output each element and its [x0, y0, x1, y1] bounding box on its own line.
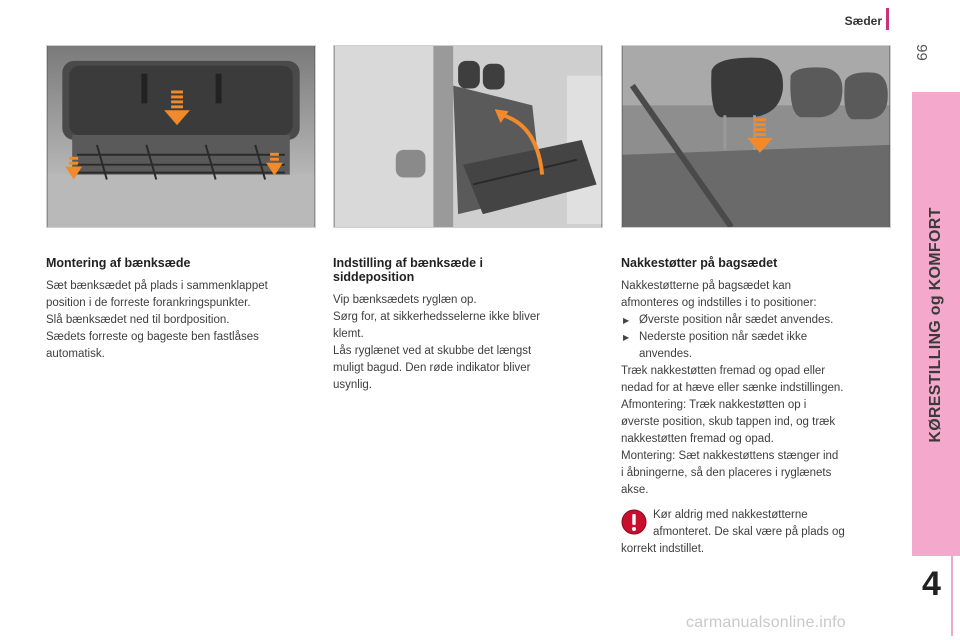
warning-line: Kør aldrig med nakkestøtterne — [653, 509, 808, 521]
body-line: Sæt bænksædet på plads i sammenklappet — [46, 280, 268, 292]
bench-seat-mounting-photo — [46, 45, 316, 228]
list-item-text: Øverste position når sædet anvendes. — [639, 314, 834, 326]
body-line: muligt bagud. Den røde indikator bliver — [333, 362, 531, 374]
body-line: akse. — [621, 484, 649, 496]
body-line: Sørg for, at sikkerhedsselerne ikke bliver — [333, 311, 541, 323]
body-line: Afmontering: Træk nakkestøtten op i — [621, 399, 807, 411]
warning-line: afmonteret. De skal være på plads og — [653, 526, 845, 538]
rear-headrests-section — [621, 256, 891, 499]
header-accent-bar — [886, 8, 889, 30]
body-line: Lås ryglænet ved at skubbe det længst — [333, 345, 532, 357]
section-heading: Montering af bænksæde — [46, 256, 191, 270]
side-tab-line — [951, 556, 953, 636]
page-number: 99 — [912, 44, 930, 61]
body-line: Montering: Sæt nakkestøttens stænger ind — [621, 450, 839, 462]
section-heading-line: siddeposition — [333, 270, 415, 284]
list-item-text: anvendes. — [639, 348, 693, 360]
warning-icon — [621, 509, 647, 535]
triangle-bullet-icon: ▶ — [623, 333, 630, 342]
section-title: Sæder — [844, 14, 882, 28]
body-line: Træk nakkestøtten fremad og opad eller — [621, 365, 826, 377]
list-item — [621, 329, 891, 363]
body-line: Sædets forreste og bageste ben fastlåses — [46, 331, 259, 343]
body-line: Vip bænksædets ryglæn op. — [333, 294, 477, 306]
bench-seat-mounting-section — [46, 256, 316, 363]
body-line: position i de forreste forankringspunkter. — [46, 297, 251, 309]
chapter-title: KØRESTILLING og KOMFORT — [927, 207, 944, 443]
body-line: afmonteres og indstilles i to positioner: — [621, 297, 817, 309]
chapter-number: 4 — [922, 565, 941, 603]
body-line: automatisk. — [46, 348, 105, 360]
section-heading: Nakkestøtter på bagsædet — [621, 256, 778, 270]
bench-seat-sitting-position-photo — [333, 45, 603, 228]
rear-headrests-photo — [621, 45, 891, 228]
body-line: klemt. — [333, 328, 364, 340]
section-heading-line: Indstilling af bænksæde i — [333, 256, 484, 270]
triangle-bullet-icon: ▶ — [623, 316, 630, 325]
bench-seat-adjustment-section — [333, 256, 603, 394]
list-item-text: Nederste position når sædet ikke — [639, 331, 808, 343]
body-line: usynlig. — [333, 379, 372, 391]
watermark: carmanualsonline.info — [686, 614, 846, 631]
warning-note — [621, 507, 891, 558]
section-heading — [333, 256, 603, 284]
body-line: Slå bænksædet ned til bordposition. — [46, 314, 230, 326]
body-line: i åbningerne, så den placeres i ryglænets — [621, 467, 832, 479]
body-line: Nakkestøtterne på bagsædet kan — [621, 280, 792, 292]
list-item — [621, 312, 891, 329]
body-line: nakkestøtten fremad og opad. — [621, 433, 774, 445]
warning-line: korrekt indstillet. — [621, 543, 705, 555]
body-line: nedad for at hæve eller sænke indstillingen. — [621, 382, 844, 394]
body-line: øverste position, skub tappen ind, og træk — [621, 416, 836, 428]
